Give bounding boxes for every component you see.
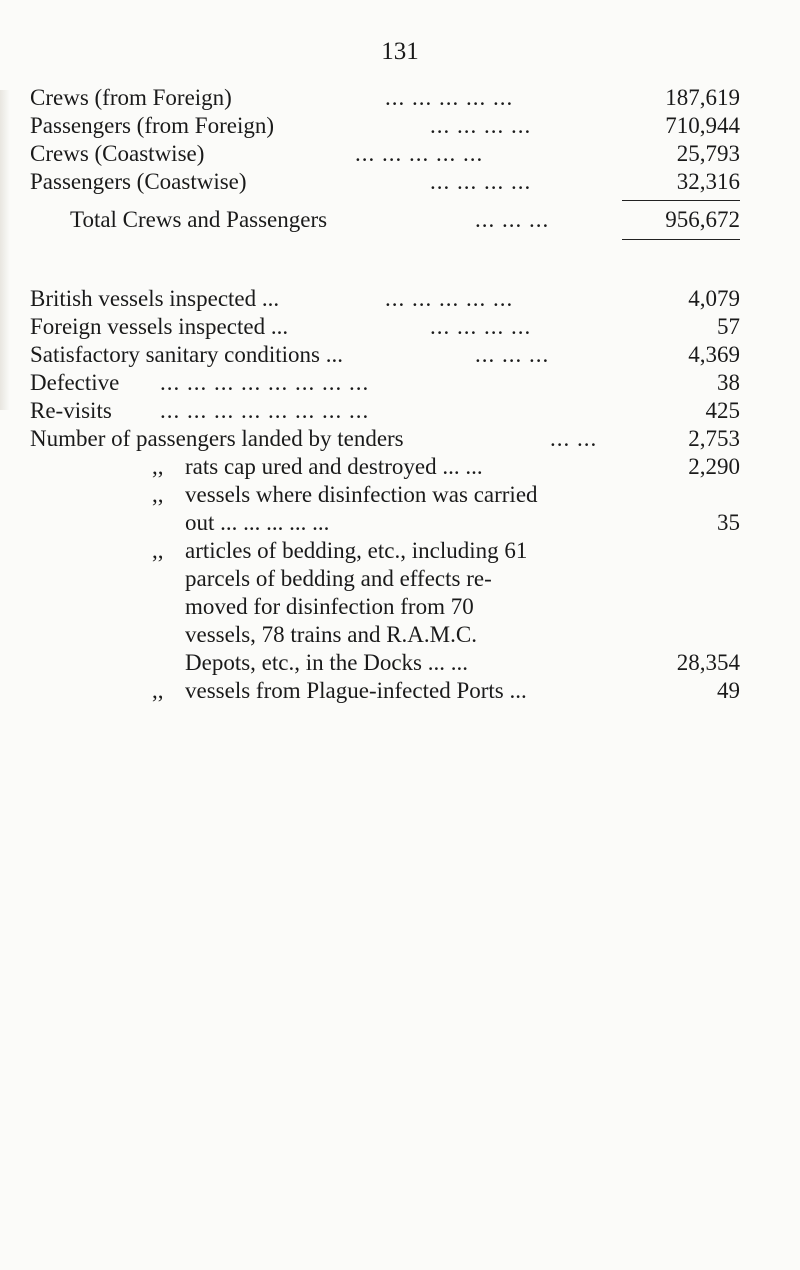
row-label: Crews (from Foreign) [30,85,232,110]
row-value: 28,354 [676,650,740,675]
summary-row [30,140,740,168]
ditto-row-continuation [30,565,740,593]
row-label: Number of passengers landed by tenders [30,426,404,451]
inspection-row [30,425,740,453]
row-value: 25,793 [676,141,740,166]
row-label: Passengers (from Foreign) [30,113,275,138]
page-number: 131 [381,38,419,65]
summary-row [30,168,740,196]
row-label: Passengers (Coastwise) [30,169,247,194]
ditto-mark: ,, [152,482,164,507]
row-value: 710,944 [665,113,740,138]
total-row [30,206,740,234]
inspection-row [30,369,740,397]
inspection-row [30,285,740,313]
row-label: vessels from Plague-infected Ports ... [185,678,527,703]
leader-dots: ... ... ... ... ... [385,85,514,110]
leader-dots: ... ... ... [475,207,550,232]
leader-dots: ... ... ... ... ... [385,286,514,311]
row-value: 57 [717,314,740,339]
row-label: moved for disinfection from 70 [185,594,474,619]
total-value: 956,672 [665,207,740,232]
row-value: 38 [717,370,740,395]
summary-row [30,84,740,112]
inspection-row [30,313,740,341]
row-label: Defective [30,370,120,395]
ditto-row [30,453,740,481]
row-value: 35 [717,510,740,535]
leader-dots: ... ... [550,426,598,451]
row-label: articles of bedding, etc., including 61 [185,538,528,563]
total-rule [622,239,740,240]
row-value: 2,290 [688,454,740,479]
row-label: rats cap ured and destroyed ... ... [185,454,483,479]
ditto-mark: ,, [152,678,164,703]
row-value: 32,316 [676,169,740,194]
leader-dots: ... ... ... [475,342,550,367]
leader-dots: ... ... ... ... ... ... ... ... [160,370,370,395]
row-value: 4,079 [688,286,740,311]
row-label: Re-visits [30,398,112,423]
row-label: out ... ... ... ... ... [185,510,330,535]
page-edge-shadow [0,90,10,410]
subtotal-rule [622,200,740,201]
ditto-row [30,537,740,565]
row-label: vessels where disinfection was carried [185,482,538,507]
leader-dots: ... ... ... ... [430,169,532,194]
ditto-mark: ,, [152,454,164,479]
inspection-row [30,341,740,369]
summary-row [30,112,740,140]
leader-dots: ... ... ... ... ... ... ... ... [160,398,370,423]
row-label: Crews (Coastwise) [30,141,205,166]
ditto-row [30,677,740,705]
row-label: Depots, etc., in the Docks ... ... [185,650,468,675]
row-label: British vessels inspected ... [30,286,280,311]
row-value: 425 [705,398,740,423]
row-value: 49 [717,678,740,703]
total-label: Total Crews and Passengers [70,207,328,232]
ditto-row-continuation [30,509,740,537]
row-label: Satisfactory sanitary conditions ... [30,342,343,367]
row-label: parcels of bedding and effects re- [185,566,492,591]
row-value: 2,753 [688,426,740,451]
leader-dots: ... ... ... ... ... [355,141,484,166]
leader-dots: ... ... ... ... [430,314,532,339]
ditto-row-continuation [30,649,740,677]
ditto-row-continuation [30,621,740,649]
row-label: vessels, 78 trains and R.A.M.C. [185,622,477,647]
inspection-row [30,397,740,425]
row-label: Foreign vessels inspected ... [30,314,289,339]
leader-dots: ... ... ... ... [430,113,532,138]
ditto-mark: ,, [152,538,164,563]
ditto-row-continuation [30,593,740,621]
row-value: 187,619 [665,85,740,110]
ditto-row [30,481,740,509]
row-value: 4,369 [688,342,740,367]
